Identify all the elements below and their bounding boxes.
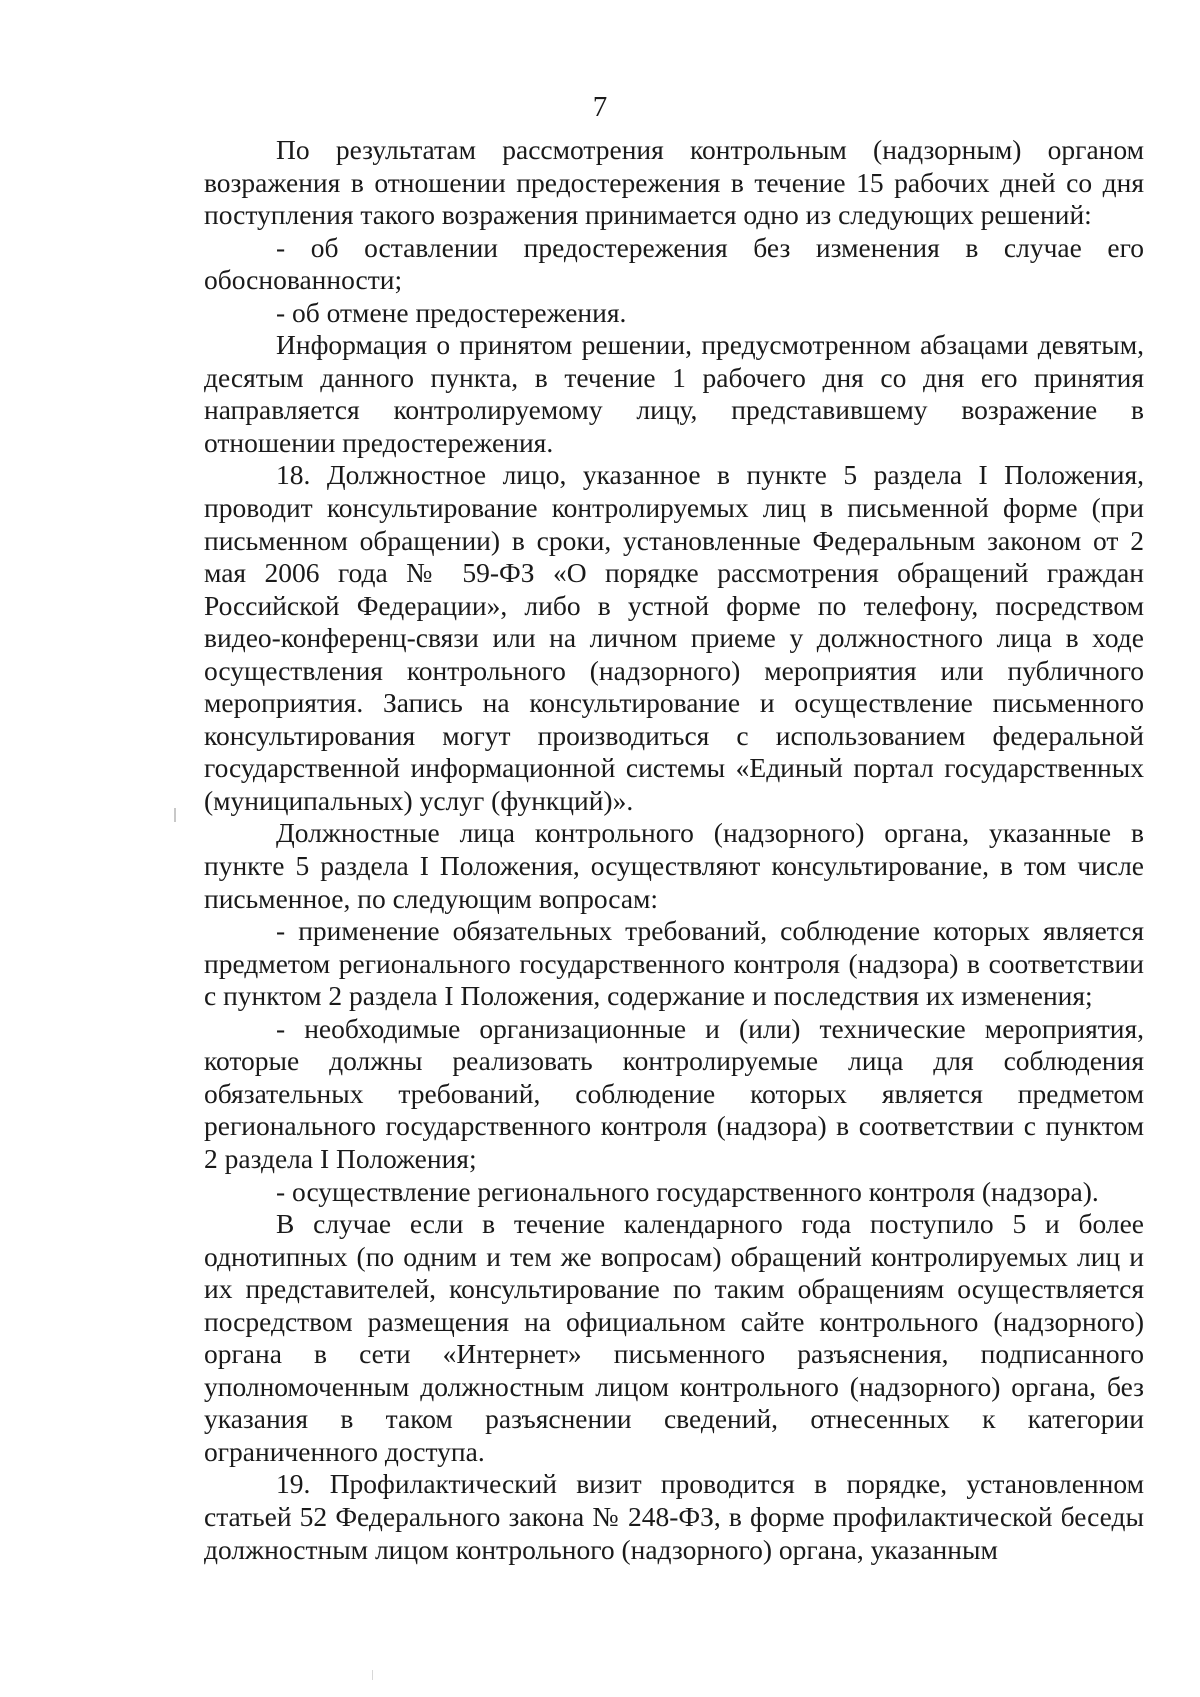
paragraph-technical-measures: - необходимые организационные и (или) технические мероприятия, которые должны реализовать контролируемые лица для соблюдения обязательных требований, соблюдение которых является предметом регионального государственного контроля (надзора) в соответствии с пунктом 2 раздела I Положения; xyxy=(204,1012,1144,1174)
paragraph-objection-decisions: По результатам рассмотрения контрольным (надзорным) органом возражения в отношении предостережения в течение 15 рабочих дней со дня поступления такого возражения принимается одно из следующих решений: xyxy=(204,134,1144,231)
paragraph-application-requirements: - применение обязательных требований, соблюдение которых является предметом регионального государственного контроля (надзора) в соответствии с пунктом 2 раздела I Положения, содержание и последствия их изменения; xyxy=(204,915,1144,1012)
paragraph-item-18: 18. Должностное лицо, указанное в пункте 5 раздела I Положения, проводит консультирование контролируемых лиц в письменной форме (при письменном обращении) в сроки, установленные Федеральным законом от 2 мая 2006 года № 59-ФЗ «О порядке рассмотрения обращений граждан Российской Федерации», либо в устной форме по телефону, посредством видео-конференц-связи или на личном приеме у должностного лица в ходе осуществления контрольного (надзорного) мероприятия или публичного мероприятия. Запись на консультирование и осуществление письменного консультирования могут производиться с использованием федеральной государственной информационной системы «Единый портал государственных (муниципальных) услуг (функций)». xyxy=(204,459,1144,816)
scan-mark xyxy=(174,808,176,822)
scan-mark-bottom xyxy=(372,1670,373,1680)
paragraph-item-19: 19. Профилактический визит проводится в порядке, установленном статьей 52 Федерального закона № 248-ФЗ, в форме профилактической беседы должностным лицом контрольного (надзорного) органа, указанным xyxy=(204,1468,1144,1565)
paragraph-consultation-officials: Должностные лица контрольного (надзорного) органа, указанные в пункте 5 раздела I Положения, осуществляют консультирование, в том числе письменное, по следующим вопросам: xyxy=(204,817,1144,914)
paragraph-repeated-requests: В случае если в течение календарного года поступило 5 и более однотипных (по одним и тем же вопросам) обращений контролируемых лиц и их представителей, консультирование по таким обращениям осуществляется посредством размещения на официальном сайте контрольного (надзорного) органа в сети «Интернет» письменного разъяснения, подписанного уполномоченным должностным лицом контрольного (надзорного) органа, без указания в таком разъяснении сведений, отнесенных к категории ограниченного доступа. xyxy=(204,1208,1144,1467)
paragraph-cancel-warning: - об отмене предостережения. xyxy=(276,296,627,328)
paragraph-leave-unchanged: - об оставлении предостережения без изменения в случае его обоснованности; xyxy=(204,231,1144,296)
paragraph-decision-information: Информация о принятом решении, предусмотренном абзацами девятым, десятым данного пункта, в течение 1 рабочего дня со дня его принятия направляется контролируемому лицу, представившему возражение в отношении предостережения. xyxy=(204,329,1144,458)
page-number: 7 xyxy=(592,91,608,123)
document-body xyxy=(204,134,1144,1566)
paragraph-implementation-control: - осуществление регионального государственного контроля (надзора). xyxy=(276,1175,1099,1207)
